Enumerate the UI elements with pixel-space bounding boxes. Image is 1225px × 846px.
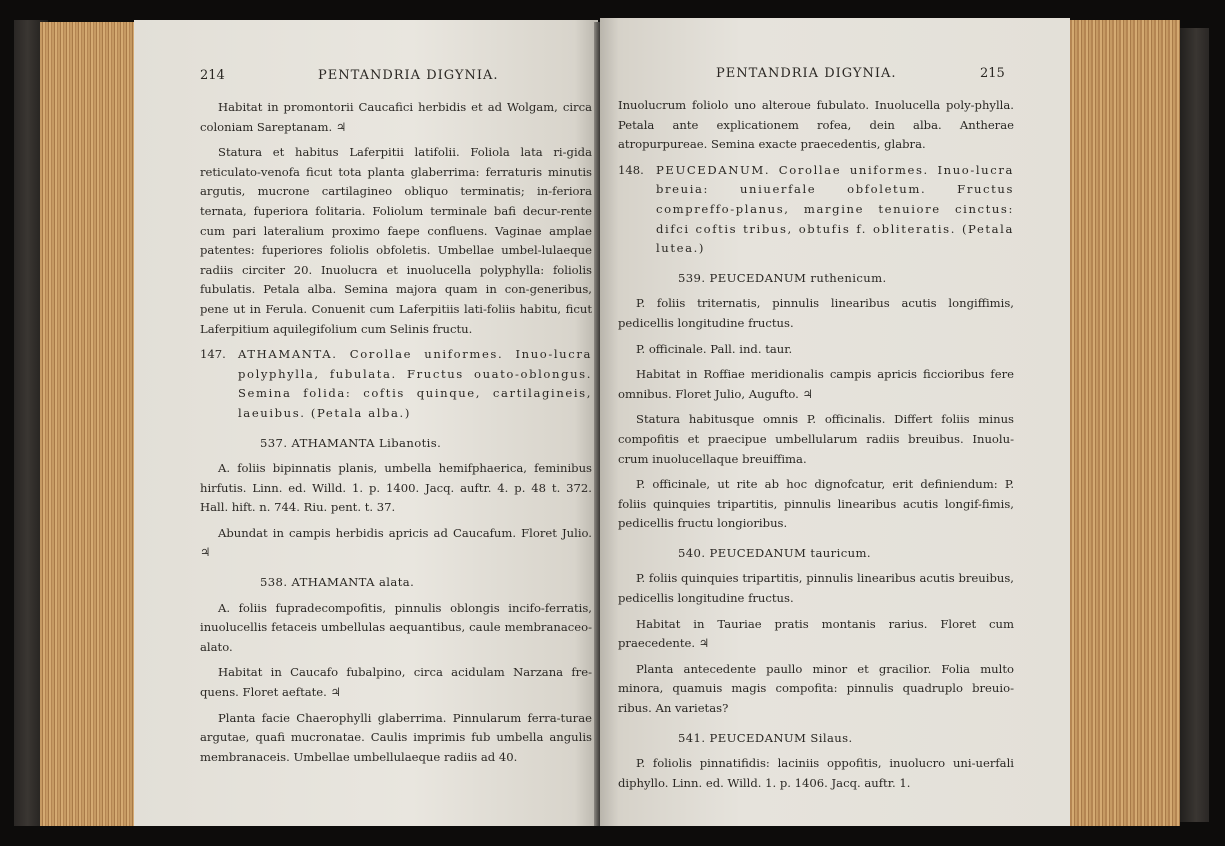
paragraph: Statura et habitus Laferpitii latifolii. Foliola lata ri-gida reticulato-venofa ficut tota planta glaberrima: ferraturis minutis argutis, mucrone cartilagineo obliquo terminatis; in-feriora ternata, fuperiora folitaria. Foliolum terminale bafi decur-rente cum pari lateralium proximo faepe confluens. Vaginae amplae patentes: fuperiores foliolis obfoletis. Umbellae umbel-lulaeque radiis circiter 20. Inuolucra et inuolucella polyphylla: foliolis fubulatis. Petala alba. Semina majora quam in con-generibus, pene ut in Ferula. Conuenit cum Laferpitiis lati-foliis habitu, ficut Laferpitium aquilegifolium cum Selinis fructu. [200,145,592,336]
paragraph: Habitat in promontorii Caucafici herbidis et ad Wolgam, circa coloniam Sareptanam. ♃ [200,100,592,134]
species-text: P. foliis quinquies tripartitis, pinnulis linearibus acutis breuibus, pedicellis longitudine fructus. [618,571,1014,606]
species-text: A. foliis bipinnatis planis, umbella hemifphaerica, feminibus hirfutis. Linn. ed. Willd. 1. p. 1400. Jacq. auftr. 4. p. 48 t. 372. Hall. hift. n. 744. Riu. pent. t. 37. [200,461,592,515]
right-page-text [618,96,1014,799]
running-head: PENTANDRIA DIGYNIA. [318,68,499,83]
species-heading: 540. PEUCEDANUM tauricum. [678,545,871,560]
right-page [600,18,1070,826]
species-habitat: Habitat in Roffiae meridionalis campis apricis ficcioribus fere omnibus. Floret Julio, Augufto. ♃ [618,367,1014,401]
species-heading: 538. ATHAMANTA alata. [260,575,415,590]
species-text: P. foliolis pinnatifidis: laciniis oppofitis, inuolucro uni-uerfali diphyllo. Linn. ed. Willd. 1. p. 1406. Jacq. auftr. 1. [618,756,1014,790]
left-page-text [200,98,592,773]
species-heading: 541. PEUCEDANUM Silaus. [678,730,853,745]
species-text: A. foliis fupradecompofitis, pinnulis oblongis incifo-ferratis, inuolucellis fetaceis umbellulas aequantibus, caule membranaceo-alato. [200,600,592,654]
genus-description: PEUCEDANUM. Corollae uniformes. Inuo-lucra breuia: uniuerfale obfoletum. Fructus compreffo-planus, margine tenuiore cinctus: difci coftis tribus, obtufis f. obliteratis. (Petala lutea.) [656,162,1014,256]
species-description: Statura habitusque omnis P. officinalis. Differt foliis minus compofitis et praecipue umbellularum radiis breuibus. Inuolu-crum inuolucellaque breuiffima. [618,412,1014,466]
genus-description: ATHAMANTA. Corollae uniformes. Inuo-lucra polyphylla, fubulata. Fructus ouato-oblongus. Semina folida: coftis quinque, cartilagineis, laeuibus. (Petala alba.) [238,347,592,420]
species-heading: 537. ATHAMANTA Libanotis. [260,435,442,450]
species-heading: 539. PEUCEDANUM ruthenicum. [678,270,887,285]
species-text: P. foliis triternatis, pinnulis linearibus acutis longiffimis, pedicellis longitudine fructus. [618,296,1014,330]
genus-number: 147. [200,347,226,362]
paragraph: Inuolucrum foliolo uno alteroue fubulato. Inuolucella poly-phylla. Petala ante explicationem rofea, dein alba. Antherae atropurpureae. Semina exacte praecedentis, glabra. [618,98,1014,152]
left-page [134,20,598,826]
species-description: Planta facie Chaerophylli glaberrima. Pinnularum ferra-turae argutae, quafi mucronatae. Caulis imprimis fub umbella angulis membranaceis. Umbellae umbellulaeque radiis ad 40. [200,710,592,764]
genus-entry [200,345,592,423]
species-habitat: Habitat in Tauriae pratis montanis rarius. Floret cum praecedente. ♃ [618,616,1014,651]
page-number: 215 [980,66,1005,81]
page-number: 214 [200,68,225,83]
page-edges-left [40,22,134,826]
species-habitat: Abundat in campis herbidis apricis ad Caucafum. Floret Julio. ♃ [200,525,592,560]
species-habitat: Habitat in Caucafo fubalpino, circa acidulam Narzana fre-quens. Floret aeftate. ♃ [200,665,592,700]
species-definition: P. officinale, ut rite ab hoc dignofcatur, erit definiendum: P. foliis quinquies tripartitis, pinnulis linearibus acutis longif-fimis, pedicellis fructu longioribus. [618,477,1014,531]
species-synonym: P. officinale. Pall. ind. taur. [636,341,793,356]
genus-number: 148. [618,162,644,177]
running-head: PENTANDRIA DIGYNIA. [716,66,897,81]
page-edges-right [1070,20,1180,826]
book-cover-right [1177,28,1209,822]
genus-entry [618,161,1014,259]
species-description: Planta antecedente paullo minor et gracilior. Folia multo minora, quamuis magis compofita: pinnulis quadruplo breuio-ribus. An varietas? [618,661,1014,716]
